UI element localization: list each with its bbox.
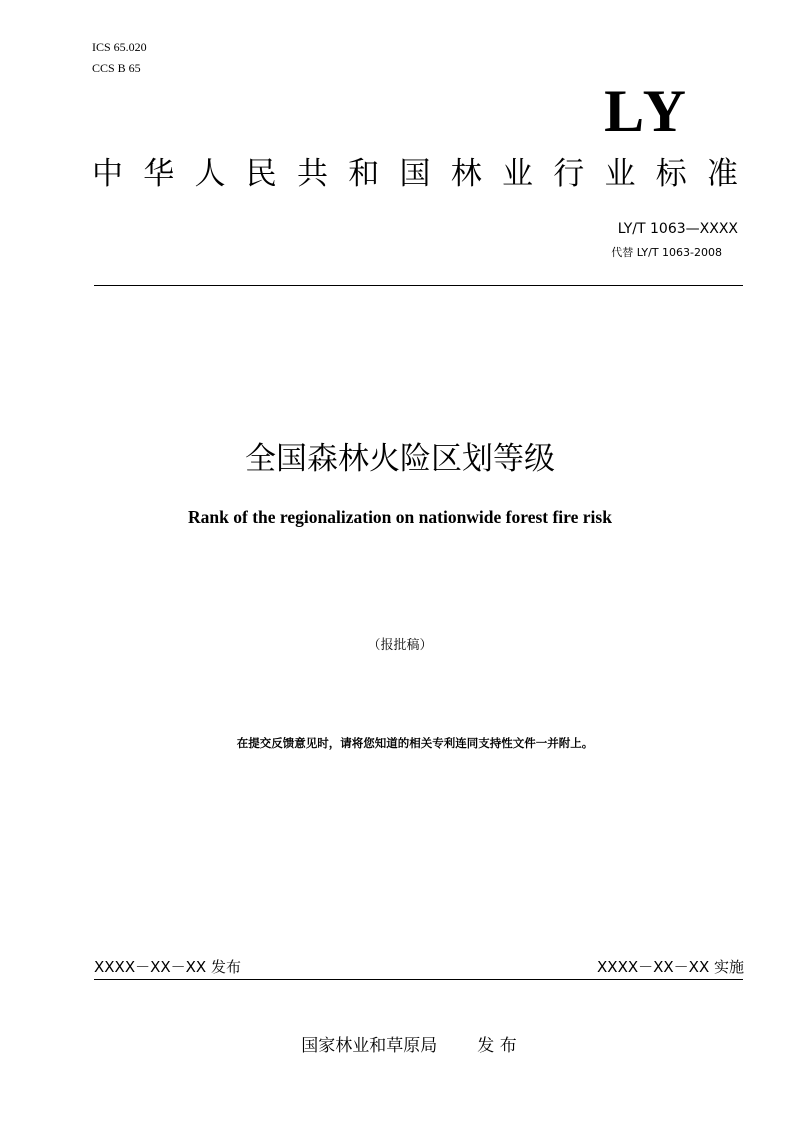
title-char: 人 <box>194 156 226 192</box>
title-char: 中 <box>92 156 123 192</box>
title-char: 标 <box>655 156 687 192</box>
title-char: 业 <box>604 156 636 192</box>
draft-status-label: （报批稿） <box>367 638 433 653</box>
replaces-standard: 代替 LY/T 1063-2008 <box>611 246 722 259</box>
title-char: 和 <box>348 156 380 192</box>
ics-code: ICS 65.020 <box>92 40 147 54</box>
ly-standard-mark: LY <box>604 78 690 144</box>
standard-number: LY/T 1063—XXXX <box>617 221 738 237</box>
implement-date: XXXX－XX－XX 实施 <box>597 958 744 976</box>
ccs-code: CCS B 65 <box>92 61 141 75</box>
issuer-name: 国家林业和草原局 <box>301 1036 438 1056</box>
title-char: 国 <box>399 156 431 192</box>
title-char: 林 <box>450 156 482 192</box>
title-char: 共 <box>297 156 328 192</box>
issuer-line <box>0 1034 800 1058</box>
title-char: 准 <box>707 156 738 192</box>
document-title-en: Rank of the regionalization on nationwide forest fire risk <box>188 507 612 527</box>
standard-category-title <box>92 152 738 196</box>
publish-date: XXXX－XX－XX 发布 <box>94 958 241 976</box>
title-char: 民 <box>245 156 277 192</box>
header-divider <box>94 285 743 286</box>
document-title-cn: 全国森林火险区划等级 <box>245 441 555 477</box>
patent-notice: 在提交反馈意见时，请将您知道的相关专利连同支持性文件一并附上。 <box>236 736 594 750</box>
issuer-action: 发 布 <box>477 1036 517 1056</box>
footer-divider <box>94 979 743 980</box>
title-char: 行 <box>553 156 585 192</box>
title-char: 业 <box>502 156 533 192</box>
title-char: 华 <box>143 156 175 192</box>
